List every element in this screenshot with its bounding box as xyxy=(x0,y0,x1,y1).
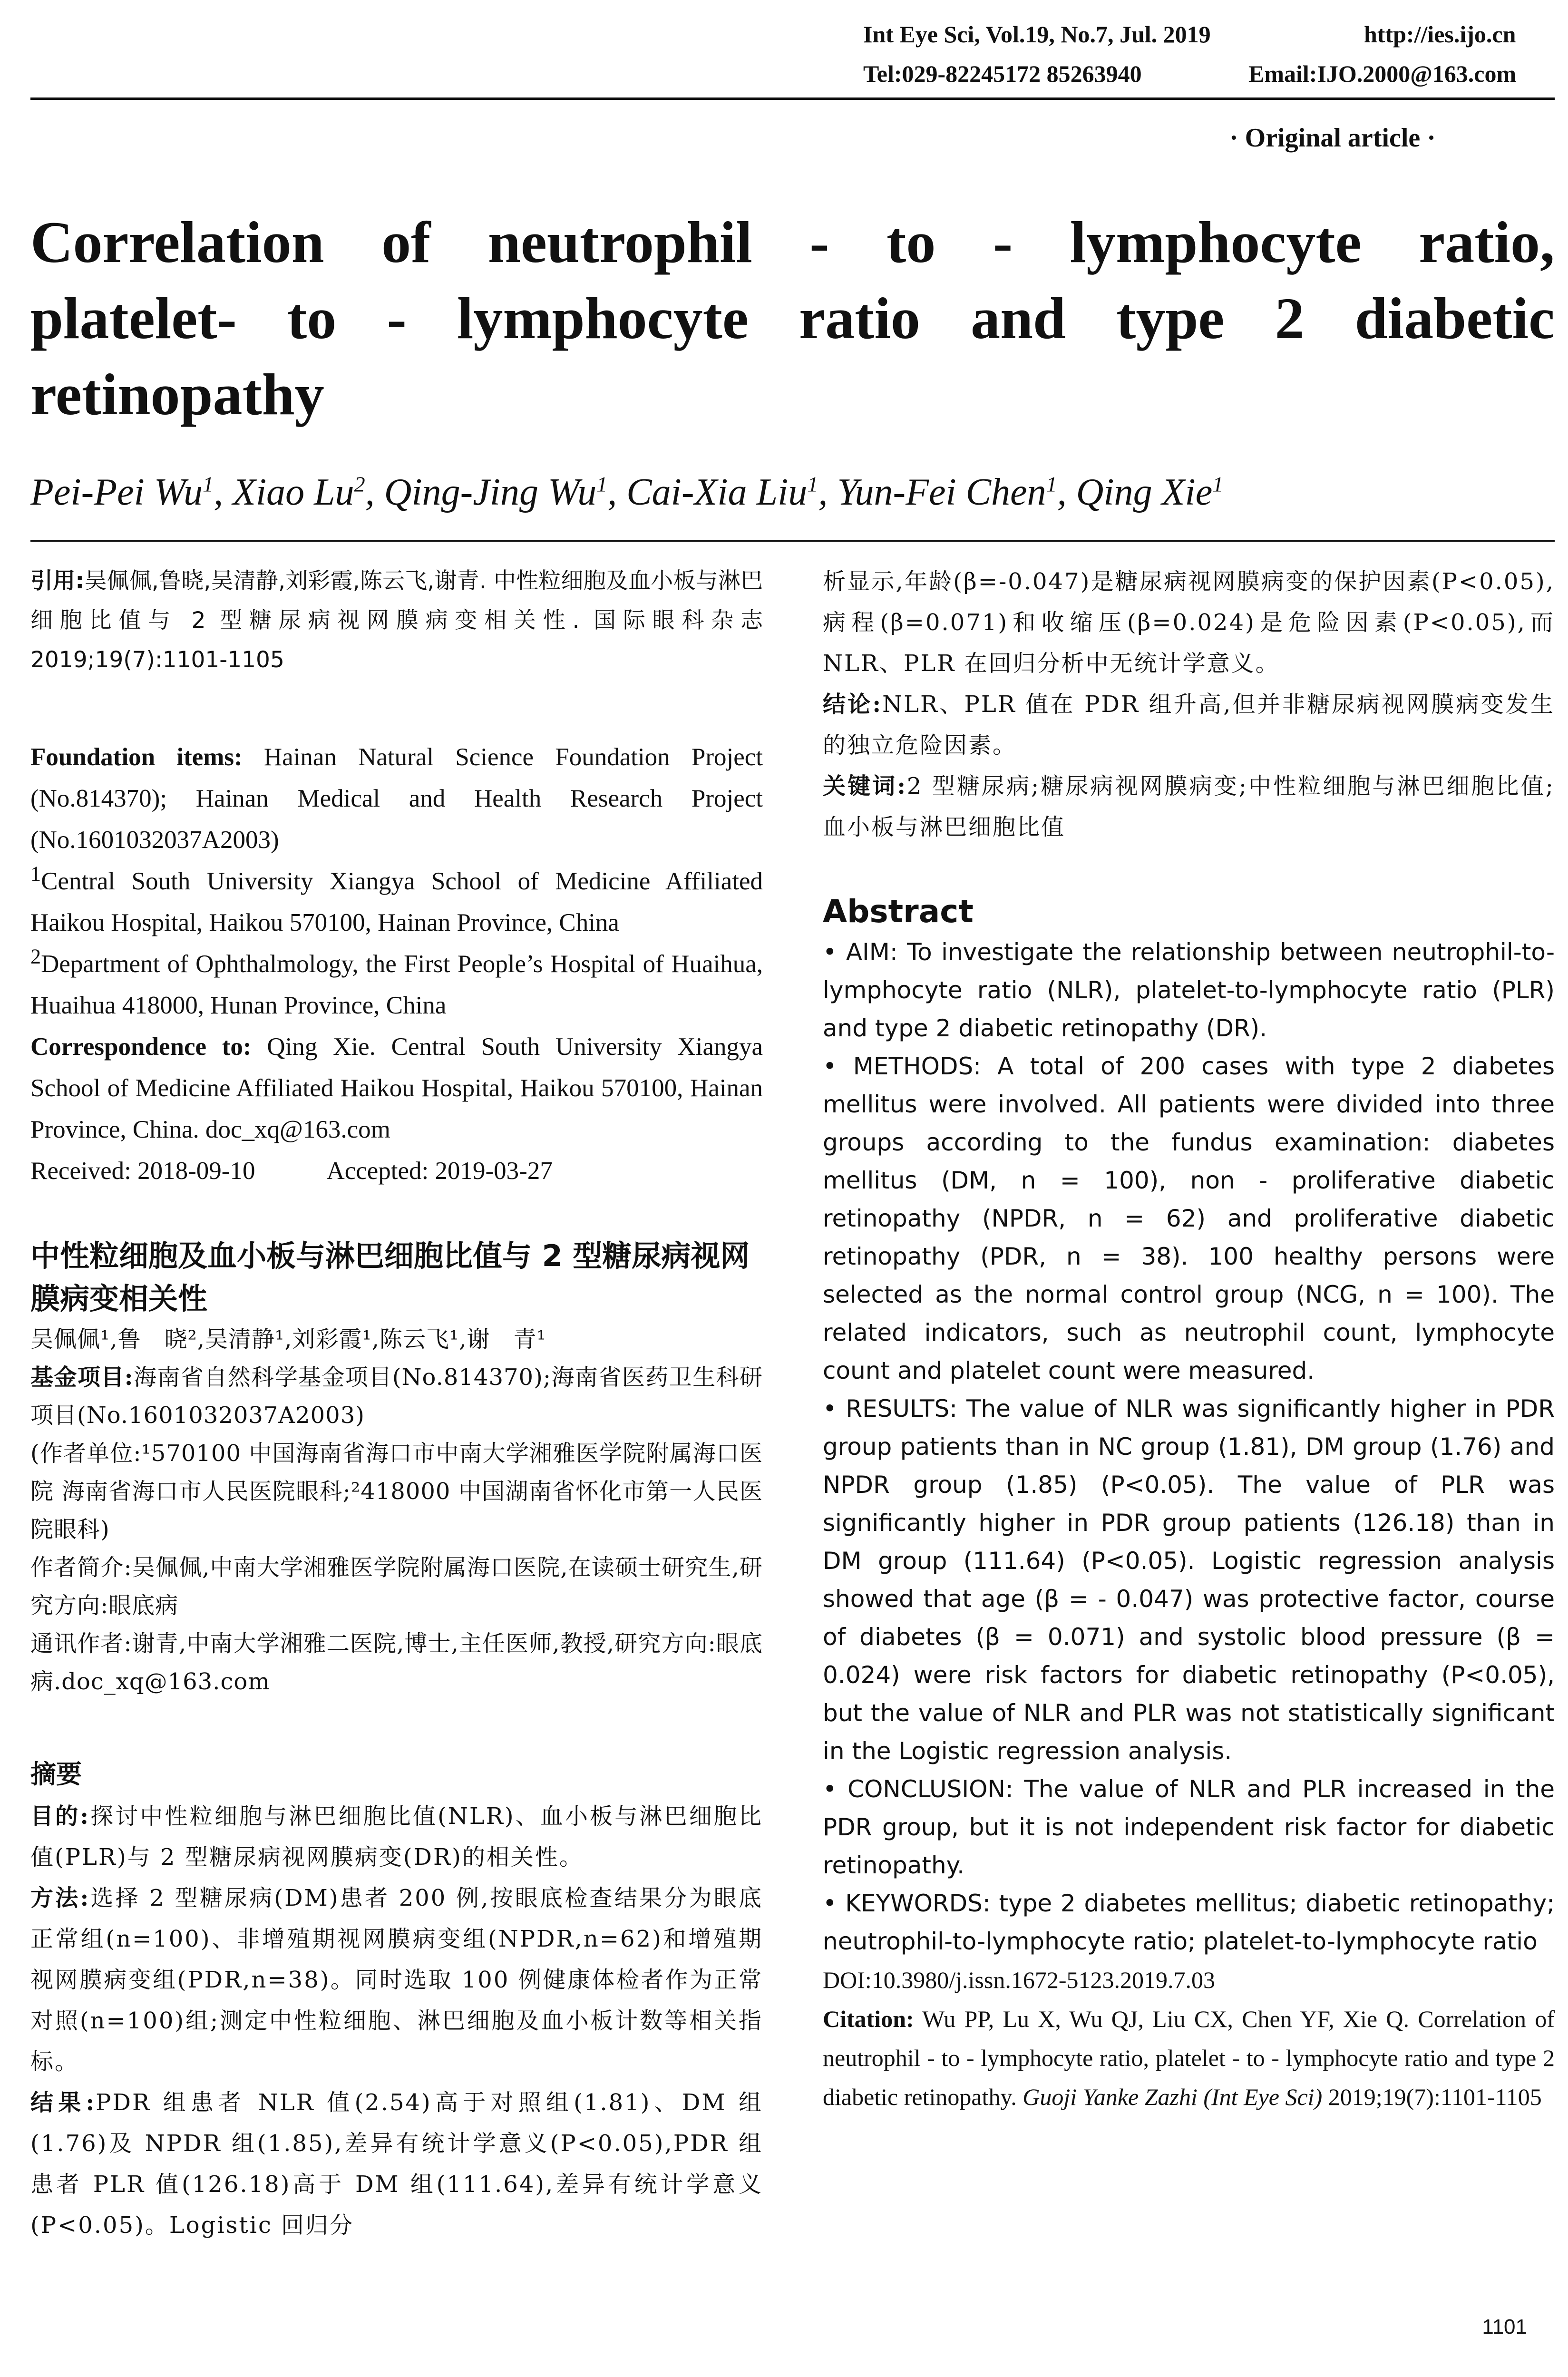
author-affiliation: 2 xyxy=(354,472,365,497)
zh-aim-text: 探讨中性粒细胞与淋巴细胞比值(NLR)、血小板与淋巴细胞比值(PLR)与 2 型糖尿病视网膜病变(DR)的相关性。 xyxy=(30,1803,763,1870)
zh-corr-label: 通讯作者: xyxy=(30,1630,132,1657)
author-list: Pei-Pei Wu$^1$, Xiao Lu$^2$, Qing-Jing Wu$^1$, Cai-Xia Liu$^1$, Yun-Fei Chen$^1$, Qing Xie$^1$ xyxy=(30,471,1224,513)
doi-citation-block xyxy=(823,1960,1555,2116)
foundation-label: Foundation items: xyxy=(30,743,243,771)
abstract-keywords: • KEYWORDS: type 2 diabetes mellitus; diabetic retinopathy; neutrophil-to-lymphocyte ratio; platelet-to-lymphocyte ratio xyxy=(823,1890,1555,1955)
left-column xyxy=(30,561,763,2246)
author-name: Pei-Pei Wu xyxy=(30,471,203,513)
zh-results-label: 结果: xyxy=(30,2089,96,2116)
journal-tel: Tel:029-82245172 85263940 xyxy=(863,60,1142,87)
zh-conclusion-label: 结论: xyxy=(823,691,883,718)
author-affiliation: 1 xyxy=(807,472,818,497)
spacer xyxy=(30,1701,763,1753)
accepted-date: Accepted: 2019-03-27 xyxy=(326,1157,553,1185)
zh-abstract-continued xyxy=(823,561,1555,848)
aff2-number: 2 xyxy=(30,945,41,968)
citation-journal: Guoji Yanke Zazhi (Int Eye Sci) xyxy=(1023,2084,1323,2110)
zh-fund-text: 海南省自然科学基金项目(No.814370);海南省医药卫生科研项目(No.1601032037A2003) xyxy=(30,1364,763,1429)
zh-results-continued: 析显示,年龄(β=-0.047)是糖尿病视网膜病变的保护因素(P<0.05),病程(β=0.071)和收缩压(β=0.024)是危险因素(P<0.05),而 NLR、PLR 在回归分析中无统计学意义。 xyxy=(823,568,1555,677)
aff1-number: 1 xyxy=(30,862,41,886)
spacer xyxy=(30,1192,763,1235)
doi[interactable]: DOI:10.3980/j.issn.1672-5123.2019.7.03 xyxy=(823,1967,1215,1993)
foundation-block xyxy=(30,737,763,1192)
correspondence-text: Qing Xie. Central South University Xiangya School of Medicine Affiliated Haikou Hospital, Haikou 570100, Hainan Province, China. doc_xq@163.com xyxy=(30,1033,763,1143)
zh-corr-text: 谢青,中南大学湘雅二医院,博士,主任医师,教授,研究方向:眼底病.doc_xq@163.com xyxy=(30,1630,763,1695)
right-column xyxy=(823,561,1555,2116)
author-name: Cai-Xia Liu xyxy=(626,471,808,513)
abstract-body xyxy=(823,933,1555,1960)
zh-aim-label: 目的: xyxy=(30,1803,90,1830)
abstract-heading: Abstract xyxy=(823,893,974,930)
citation-text: Wu PP, Lu X, Wu QJ, Liu CX, Chen YF, Xie Q. Correlation of neutrophil - to - lymphocyte ratio, platelet - to - lymphocyte ratio and type 2 diabetic retinopathy. xyxy=(823,2006,1555,2110)
journal-info: Int Eye Sci, Vol.19, No.7, Jul. 2019 xyxy=(863,21,1211,48)
header-rule xyxy=(30,97,1555,100)
title-line-2: platelet- to - lymphocyte ratio and type 2 diabetic xyxy=(30,286,1555,351)
author-name: Yun-Fei Chen xyxy=(837,471,1046,513)
abstract-conclusion: • CONCLUSION: The value of NLR and PLR increased in the PDR group, but it is not independent risk factor for diabetic retinopathy. xyxy=(823,1775,1555,1879)
zh-keywords-text: 2 型糖尿病;糖尿病视网膜病变;中性粒细胞与淋巴细胞比值;血小板与淋巴细胞比值 xyxy=(823,773,1555,840)
foundation-text: Hainan Natural Science Foundation Project (No.814370); Hainan Medical and Health Research Project (No.1601032037A2003) xyxy=(30,743,763,854)
author-name: Xiao Lu xyxy=(233,471,354,513)
spacer xyxy=(30,680,763,737)
zh-abstract-heading: 摘要 xyxy=(30,1759,82,1789)
cite-label: 引用: xyxy=(30,568,85,594)
received-date: Received: 2018-09-10 xyxy=(30,1157,255,1185)
zh-keywords-label: 关键词: xyxy=(823,773,907,799)
zh-methods-label: 方法: xyxy=(30,1885,90,1911)
zh-conclusion-text: NLR、PLR 值在 PDR 组升高,但并非糖尿病视网膜病变发生的独立危险因素。 xyxy=(823,691,1555,759)
zh-info-block xyxy=(30,1320,763,1701)
journal-url[interactable]: http://ies.ijo.cn xyxy=(1364,21,1516,48)
zh-bio-text: 吴佩佩,中南大学湘雅医学院附属海口医院,在读硕士研究生,研究方向:眼底病 xyxy=(30,1554,763,1619)
title-line-3: retinopathy xyxy=(30,362,324,427)
article-type: · Original article · xyxy=(1229,123,1436,153)
title-line-1: Correlation of neutrophil - to - lymphocyte ratio, xyxy=(30,210,1555,275)
zh-abstract-body xyxy=(30,1796,763,2246)
author-affiliation: 1 xyxy=(1046,472,1057,497)
zh-title: 中性粒细胞及血小板与淋巴细胞比值与 2 型糖尿病视网膜病变相关性 xyxy=(30,1238,750,1316)
zh-authors: 吴佩佩¹,鲁 晓²,吴清静¹,刘彩霞¹,陈云飞¹,谢 青¹ xyxy=(30,1326,546,1353)
author-affiliation: 1 xyxy=(203,472,214,497)
author-name: Qing Xie xyxy=(1076,471,1213,513)
aff2-text: Department of Ophthalmology, the First People’s Hospital of Huaihua, Huaihua 418000, Hunan Province, China xyxy=(30,950,763,1019)
abstract-results: • RESULTS: The value of NLR was significantly higher in PDR group patients than in NC group (1.81), DM group (1.76) and NPDR group (1.85) (P<0.05). The value of PLR was significantly higher in PDR group patients (126.18) than in DM group (111.64) (P<0.05). Logistic regression analysis showed that age (β = - 0.047) was protective factor, course of diabetes (β = 0.071) and systolic blood pressure (β = 0.024) were risk factors for diabetic retinopathy (P<0.05), but the value of NLR and PLR was not statistically significant in the Logistic regression analysis. xyxy=(823,1395,1555,1765)
author-affiliation: 1 xyxy=(596,472,608,497)
correspondence-label: Correspondence to: xyxy=(30,1033,252,1061)
aff1-text: Central South University Xiangya School of Medicine Affiliated Haikou Hospital, Haikou 570100, Hainan Province, China xyxy=(30,867,763,936)
spacer xyxy=(823,848,1555,890)
zh-results-text: PDR 组患者 NLR 值(2.54)高于对照组(1.81)、DM 组(1.76)及 NPDR 组(1.85),差异有统计学意义(P<0.05),PDR 组患者 PLR 值(126.18)高于 DM 组(111.64),差异有统计学意义(P<0.05)。Logistic 回归分 xyxy=(30,2089,763,2239)
page-number: 1101 xyxy=(1482,2315,1527,2338)
zh-unit: (作者单位:¹570100 中国海南省海口市中南大学湘雅医学院附属海口医院 海南省海口市人民医院眼科;²418000 中国湖南省怀化市第一人民医院眼科) xyxy=(30,1440,763,1543)
journal-email[interactable]: Email:IJO.2000@163.com xyxy=(1248,60,1517,87)
citation-tail: 2019;19(7):1101-1105 xyxy=(1322,2084,1542,2110)
article-title xyxy=(30,205,1555,433)
zh-fund-label: 基金项目: xyxy=(30,1364,134,1391)
citation-label: Citation: xyxy=(823,2006,914,2032)
authors-rule xyxy=(30,540,1555,542)
author-name: Qing-Jing Wu xyxy=(384,471,597,513)
zh-bio-label: 作者简介: xyxy=(30,1554,132,1581)
abstract-aim: • AIM: To investigate the relationship between neutrophil-to-lymphocyte ratio (NLR), platelet-to-lymphocyte ratio (PLR) and type 2 diabetic retinopathy (DR). xyxy=(823,938,1555,1042)
cite-block xyxy=(30,561,763,680)
author-affiliation: 1 xyxy=(1212,472,1224,497)
abstract-methods: • METHODS: A total of 200 cases with type 2 diabetes mellitus were involved. All patients were divided into three groups according to the fundus examination: diabetes mellitus (DM, n = 100), non - proliferative diabetic retinopathy (NPDR, n = 62) and proliferative diabetic retinopathy (PDR, n = 38). 100 healthy persons were selected as the normal control group (NCG, n = 100). The related indicators, such as neutrophil count, lymphocyte count and platelet count were measured. xyxy=(823,1052,1555,1384)
zh-methods-text: 选择 2 型糖尿病(DM)患者 200 例,按眼底检查结果分为眼底正常组(n=100)、非增殖期视网膜病变组(NPDR,n=62)和增殖期视网膜病变组(PDR,n=38)。同时选取 100 例健康体检者作为正常对照(n=100)组;测定中性粒细胞、淋巴细胞及血小板计数等相关指标。 xyxy=(30,1885,763,2075)
cite-text: 吴佩佩,鲁晓,吴清静,刘彩霞,陈云飞,谢青. 中性粒细胞及血小板与淋巴细胞比值与 2 型糖尿病视网膜病变相关性. 国际眼科杂志 2019;19(7):1101-1105 xyxy=(30,568,763,673)
